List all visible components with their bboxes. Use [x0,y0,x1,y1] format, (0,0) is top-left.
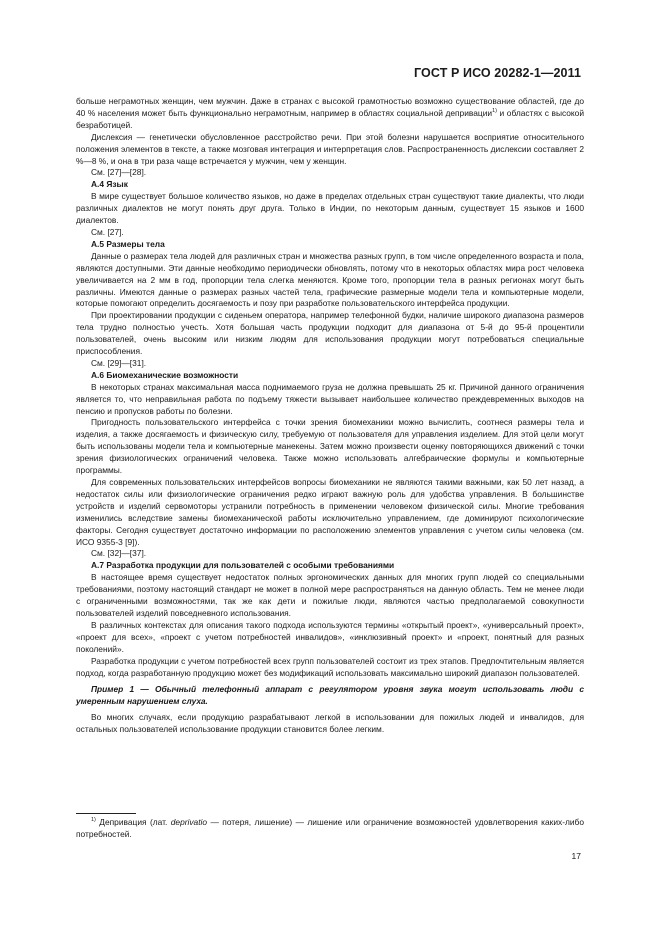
footnote-ref: 1) [492,107,497,114]
paragraph: Разработка продукции с учетом потребностей всех групп пользователей состоит из трех этапов. Предпочтительным является подход, когда разработанную продукцию может без модификаций использовать максимально широкий диапазон пользователей. [76,655,584,678]
paragraph: Пригодность пользовательского интерфейса с точки зрения биомеханики можно вычислить, соотнеся размеры тела и изделия, а также досягаемость и физическую силу, требуемую от пользователя для управления изделием. Для этой цели могут быть использованы модели тела и компьютерные манекены. Затем можно произвести оценку повторяющихся движений с точки зрения физиологических ограничений человека. Также можно использовать алгебраические формулы и компьютерные программы. [76,417,584,476]
document-header: ГОСТ Р ИСО 20282-1—2011 [414,66,581,80]
section-heading-a7: А.7 Разработка продукции для пользователей с особыми требованиями [91,560,395,571]
paragraph: Для современных пользовательских интерфейсов вопросы биомеханики не являются такими важными, как 50 лет назад, а недостаток силы или физиологические ограничения редко играют важную роль для удобства управления. В большинстве устройств и изделий сервомоторы устранили потребность в применении человеком физической силы. Многие требования изменились вследствие замены биомеханической работы исключительно управлением, где доминируют психологические факторы. Сегодня существует достаточно информации по расположению элементов управления с учетом силы человека (см. ИСО 9355-3 [9]). [76,477,584,547]
footnote-text: — потеря, лишение) — лишение или ограничение возможностей удовлетворения каких-либо потребностей. [76,817,584,839]
paragraph-text: больше неграмотных женщин, чем мужчин. Даже в странах с высокой грамотностью возможно существование областей, где до 40 % населения может быть функционально неграмотным, например в областях социальной депривации [76,96,584,118]
example-note: Пример 1 — Обычный телефонный аппарат с регулятором уровня звука могут использовать люди с умеренным нарушением слуха. [76,684,584,707]
paragraph: В различных контекстах для описания такого подхода используются термины «открытый проект», «универсальный проект», «проект для всех», «проект с учетом потребностей инвалидов», «инклюзивный проект» и «проект, понятный для разных поколений». [76,619,584,654]
paragraph: В некоторых странах максимальная масса поднимаемого груза не должна превышать 25 кг. Причиной данного ограничения является то, что неправильная работа по подъему тяжести вызывает наибольшее количество преждевременных выходов на пенсию и пропусков работы по болезни. [76,381,584,416]
footnote-marker: 1) [91,817,96,823]
paragraph: Данные о размерах тела людей для различных стран и множества разных групп, в том числе определенного возраста и пола, являются доступными. Эти данные необходимо периодически обновлять, потому что в некоторых областях мира рост человека увеличивается на 2 мм в год, пропорции тела слегка меняются. Кроме того, пропорции тела в разных регионах могут быть различны. Имеются данные о размерах разных частей тела, графические размерные модели тела и компьютерные модели, которые помогают определить досягаемость и позу при разработке пользовательского интерфейса продукции. [76,250,584,309]
paragraph [76,96,584,132]
footnote-text: Депривация (лат. [95,817,171,827]
paragraph: Во многих случаях, если продукцию разрабатывают легкой в использовании для пожилых людей и инвалидов, для остальных пользователей использование продукции становится более легким. [76,712,584,735]
reference: См. [27]—[28]. [91,167,147,178]
section-heading-a4: А.4 Язык [91,179,128,190]
page-number: 17 [571,851,581,861]
section-heading-a5: А.5 Размеры тела [91,238,165,249]
paragraph: Дислексия — генетически обусловленное расстройство речи. При этой болезни нарушается восприятие относительного положения элементов в тексте, а также мозговая интеграция и интерпретация слов. Распространенность дислексии составляет 2 %—8 %, и она в три раза чаще встречается у мужчин, чем у женщин. [76,131,584,166]
page-body [76,96,584,736]
footnote [76,817,584,840]
reference: См. [29]—[31]. [91,357,147,368]
paragraph-text: и областях с высокой безработицей. [76,107,585,130]
reference: См. [32]—[37]. [91,548,147,559]
paragraph: При проектировании продукции с сиденьем оператора, например телефонной будки, наличие широкого диапазона размеров тела трудно полностью учесть. Хотя большая часть продукции подходит для диапазона от 5-й до 95-й процентили пользователей, очень высоким или низким людям для использования продукции могут потребоваться специальные приспособления. [76,310,584,357]
paragraph: В мире существует большое количество языков, но даже в пределах отдельных стран существуют такие диалекты, что люди различных диалектов не могут понять друг друга. Только в Индии, по некоторым данным, существует 15 языков и 1600 диалектов. [76,191,584,226]
footnote-term: deprivatio [170,817,208,827]
footnote-divider [76,813,136,814]
paragraph: В настоящее время существует недостаток полных эргономических данных для многих групп людей со специальными требованиями, поэтому настоящий стандарт не может в полной мере распространяться на данную область. Тем не менее люди с ограниченными возможностями, так же как дети и пожилые люди, являются частью предполагаемой совокупности пользователей изделий повседневного использования. [76,572,584,618]
reference: См. [27]. [91,226,124,237]
section-heading-a6: А.6 Биомеханические возможности [91,369,239,380]
